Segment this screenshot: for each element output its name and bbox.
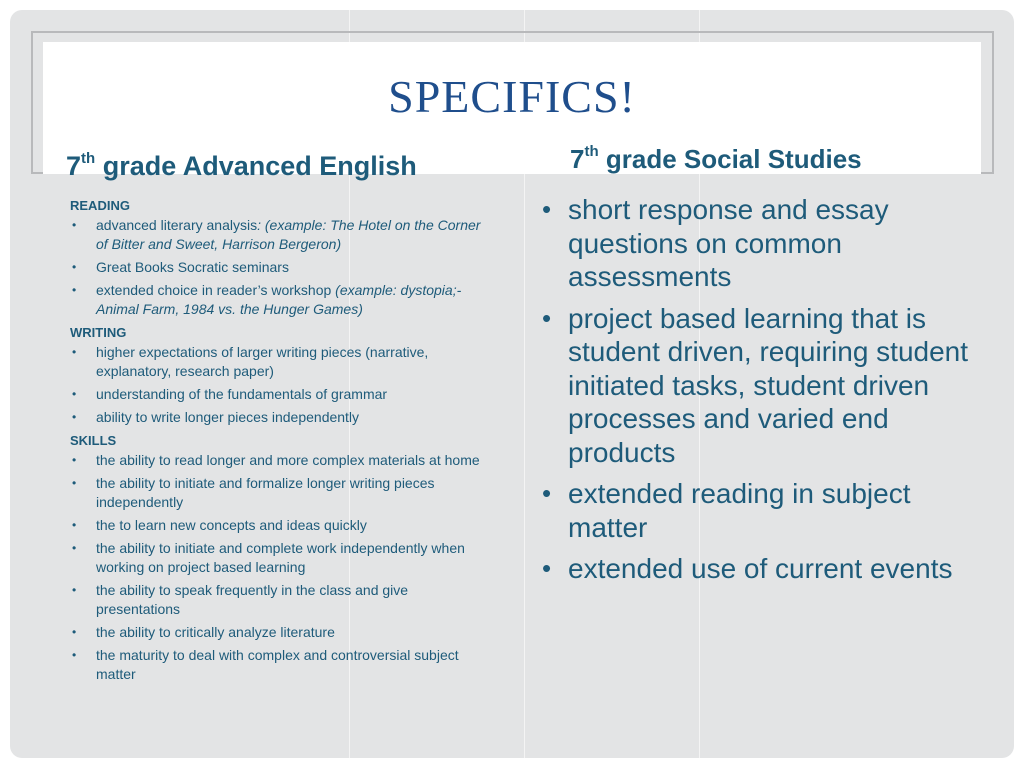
item-text: higher expectations of larger writing pieces (narrative, explanatory, research paper) xyxy=(96,344,429,379)
left-heading xyxy=(66,151,417,182)
item-example: (example: dystopia;-Animal Farm, 1984 vs. the Hunger Games) xyxy=(96,282,462,317)
bullet: • xyxy=(72,453,77,467)
item-colon: : xyxy=(257,217,261,233)
item-text: the ability to initiate and formalize longer writing pieces independently xyxy=(96,475,435,510)
list-item xyxy=(70,539,495,577)
bullet: • xyxy=(72,518,77,532)
list-item xyxy=(70,474,495,512)
item-text: extended choice in reader’s workshop xyxy=(96,282,332,298)
item-text: project based learning that is student driven, requiring student initiated tasks, student driven processes and varied end products xyxy=(568,302,969,468)
item-text: advanced literary analysis xyxy=(96,217,258,233)
list-item xyxy=(70,581,495,619)
social-studies-column xyxy=(536,193,976,594)
right-heading-text: grade Social Studies xyxy=(598,144,862,174)
list-item xyxy=(536,302,976,470)
right-heading xyxy=(570,144,862,175)
list-item xyxy=(70,216,495,254)
bullet: • xyxy=(72,345,77,359)
list-item xyxy=(70,385,495,404)
slide-title: SPECIFICS! xyxy=(388,71,636,122)
bullet: • xyxy=(72,648,77,662)
right-heading-sup: th xyxy=(584,143,599,161)
bullet: • xyxy=(72,583,77,597)
item-text: the ability to initiate and complete work independently when working on project based learning xyxy=(96,540,465,575)
list-item xyxy=(70,281,495,319)
item-text: short response and essay questions on common assessments xyxy=(568,194,889,292)
left-heading-num: 7 xyxy=(66,151,82,181)
left-heading-sup: th xyxy=(81,150,96,167)
slide xyxy=(10,10,1014,758)
bullet: • xyxy=(542,302,552,333)
item-example: (example: The Hotel on the Corner of Bitter and Sweet, Harrison Bergeron) xyxy=(96,217,481,252)
bullet: • xyxy=(72,387,77,401)
item-text: extended reading in subject matter xyxy=(568,478,911,543)
list-item xyxy=(70,623,495,642)
bullet: • xyxy=(72,410,77,424)
item-text: Great Books Socratic seminars xyxy=(96,259,289,275)
right-heading-num: 7 xyxy=(570,144,585,174)
list-item xyxy=(70,451,495,470)
item-text: the maturity to deal with complex and controversial subject matter xyxy=(96,647,459,682)
list-item xyxy=(70,516,495,535)
list-item xyxy=(70,343,495,381)
reading-heading: READING xyxy=(70,198,130,213)
list-item xyxy=(536,477,976,544)
bullet: • xyxy=(72,260,77,274)
bullet: • xyxy=(72,625,77,639)
item-text: ability to write longer pieces independently xyxy=(96,409,360,425)
bullet: • xyxy=(542,478,552,508)
left-heading-text: grade Advanced English xyxy=(95,151,417,181)
item-text: the ability to speak frequently in the class and give presentations xyxy=(96,582,409,617)
item-text: the to learn new concepts and ideas quickly xyxy=(96,517,367,533)
bullet: • xyxy=(72,476,77,490)
list-item xyxy=(70,408,495,427)
bullet: • xyxy=(542,194,552,224)
bullet: • xyxy=(72,283,77,297)
english-column xyxy=(70,194,495,688)
item-text: understanding of the fundamentals of grammar xyxy=(96,386,388,402)
item-text: the ability to read longer and more complex materials at home xyxy=(96,452,480,468)
skills-heading: SKILLS xyxy=(70,433,117,448)
bullet: • xyxy=(542,553,552,583)
list-item xyxy=(70,646,495,684)
bullet: • xyxy=(72,541,77,555)
item-text: the ability to critically analyze literature xyxy=(96,624,335,640)
list-item xyxy=(536,552,976,586)
bullet: • xyxy=(72,218,77,232)
list-item xyxy=(70,258,495,277)
list-item xyxy=(536,193,976,294)
item-text: extended use of current events xyxy=(568,553,953,584)
writing-heading: WRITING xyxy=(70,325,127,340)
